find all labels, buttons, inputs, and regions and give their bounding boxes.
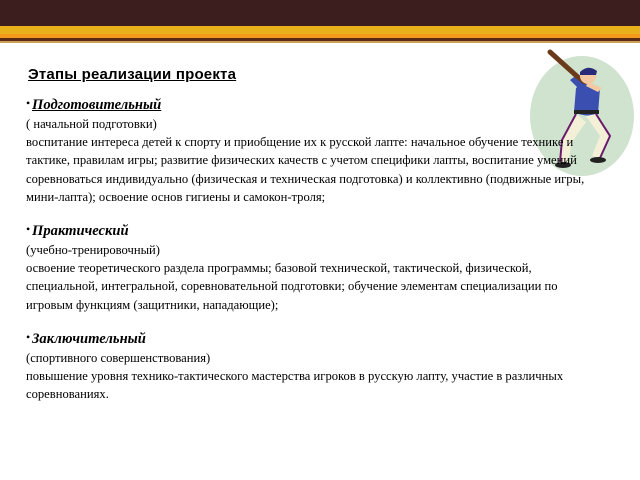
top-bar	[0, 0, 640, 26]
section-body: повышение уровня технико-тактического мастерства игроков в русскую лапту, участие в различных соревнованиях.	[26, 369, 564, 402]
gold-stripe	[0, 26, 640, 34]
section-subtitle: (спортивного совершенствования)	[26, 350, 211, 365]
section-heading	[26, 328, 606, 349]
section-final	[26, 328, 606, 404]
section-body: воспитание интереса детей к спорту и приобщение их к русской лапте: начальное обучение технике и тактике, правилам игры; развитие физических качеств с учетом специфики лапты, воспитание умений соревноваться индивидуально (физическая и техническая подготовка) и коллективно (подвижные игры, мини-лапта); освоение основ гигиены и самокон-троля;	[26, 135, 585, 204]
bullet-icon: •	[26, 96, 31, 110]
section-subtitle: (учебно-тренировочный)	[26, 243, 160, 258]
section-body: освоение теоретического раздела программы; базовой технической, тактической, физической, специальной, интегральной, соревновательной подготовки; обучение элементам специализации по игровым функциям (защитники, нападающие);	[26, 261, 558, 312]
bullet-icon: •	[26, 222, 31, 237]
section-subtitle: ( начальной подготовки)	[26, 117, 157, 131]
thin-stripe	[0, 41, 640, 43]
section-heading	[26, 220, 606, 241]
section-preparatory	[26, 94, 606, 206]
slide-title: Этапы реализации проекта	[28, 66, 237, 83]
section-practical	[26, 220, 606, 314]
heading-text: Подготовительный	[32, 97, 162, 113]
heading-text: Практический	[32, 223, 129, 240]
bullet-icon: •	[26, 329, 31, 344]
section-heading	[26, 94, 606, 115]
content-area	[26, 94, 606, 417]
heading-text: Заключительный	[32, 330, 146, 347]
